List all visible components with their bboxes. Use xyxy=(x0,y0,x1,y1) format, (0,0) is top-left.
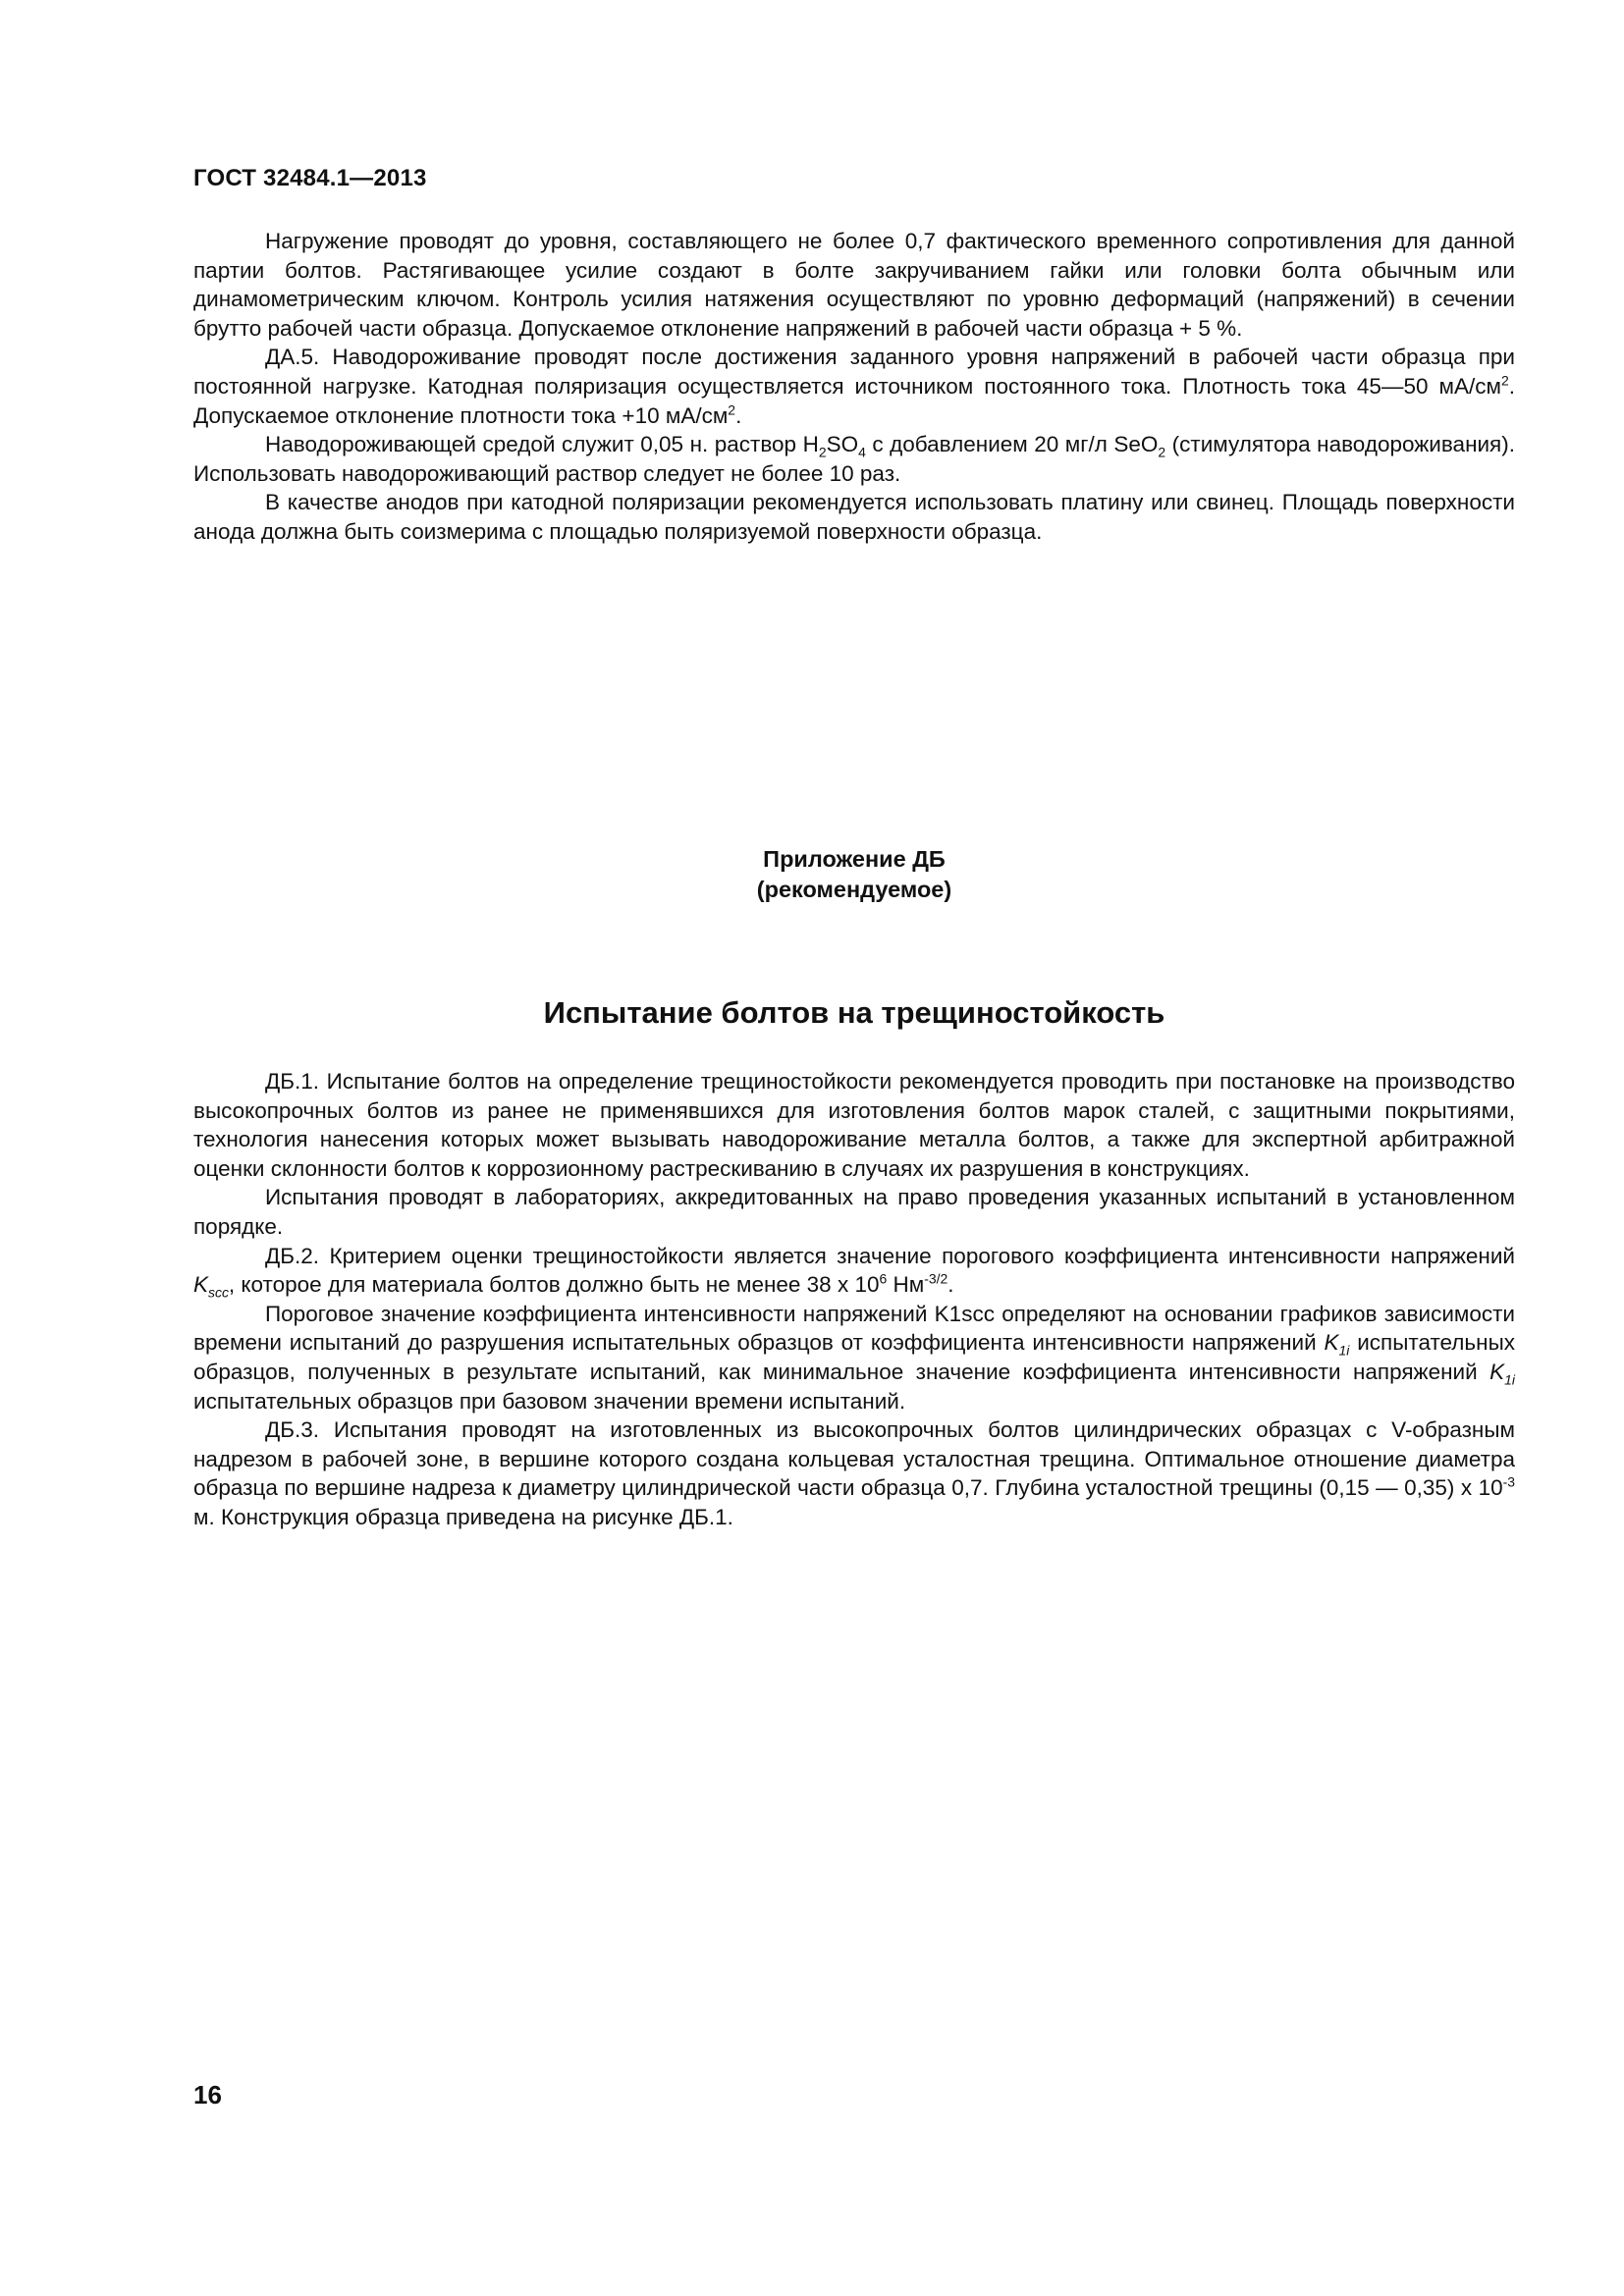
medium-c: с добавлением 20 мг/л SeO xyxy=(865,432,1159,457)
db2-c: Нм xyxy=(887,1272,925,1298)
paragraph-db3 xyxy=(193,1415,1515,1531)
appendix-heading xyxy=(193,844,1515,905)
db2-sup-1: 6 xyxy=(879,1270,888,1287)
db2-d: . xyxy=(947,1272,954,1298)
db2-b: , которое для материала болтов должно быть не менее 38 x 10 xyxy=(228,1272,880,1298)
paragraph-medium xyxy=(193,430,1515,488)
paragraph-da5 xyxy=(193,343,1515,430)
threshold-k1: K xyxy=(1324,1330,1339,1356)
threshold-k1-sub-text: 1i xyxy=(1338,1342,1350,1359)
appendix-label: Приложение ДБ xyxy=(763,846,946,872)
db2-sup-2: -3/2 xyxy=(924,1270,948,1287)
threshold-k2-sub xyxy=(1504,1371,1515,1387)
db3-sup: -3 xyxy=(1502,1473,1515,1490)
da5-sup-2: 2 xyxy=(728,401,736,418)
threshold-b: испытательных образцов, полученных в результате испытаний, как минимальное значение коэффициента интенсивности напряжений xyxy=(193,1330,1515,1384)
document-header: ГОСТ 32484.1—2013 xyxy=(193,165,427,191)
threshold-c: испытательных образцов при базовом значении времени испытаний. xyxy=(193,1388,906,1414)
appendix-title: Испытание болтов на трещиностойкость xyxy=(543,995,1165,1030)
paragraph-loading: Нагружение проводят до уровня, составляющего не более 0,7 фактического временного сопротивления для данной партии болтов. Растягивающее усилие создают в болте закручиванием гайки или головки болта обычным или динамометрическим ключом. Контроль усилия натяжения осуществляют по уровню деформаций (напряжений) в сечении брутто рабочей части образца. Допускаемое отклонение напряжений в рабочей части образца + 5 %. xyxy=(193,229,1515,341)
paragraph-labs: Испытания проводят в лабораториях, аккредитованных на право проведения указанных испытаний в установленном порядке. xyxy=(193,1185,1515,1239)
threshold-k2-sub-text: 1i xyxy=(1504,1371,1515,1388)
threshold-k2: K xyxy=(1489,1359,1505,1384)
db2-a: ДБ.2. Критерием оценки трещиностойкости является значение порогового коэффициента интенсивности напряжений xyxy=(265,1243,1515,1268)
db2-ksub-text: scc xyxy=(208,1284,229,1301)
da5-sup-1: 2 xyxy=(1500,372,1509,389)
da5-end: . xyxy=(735,402,742,428)
medium-d: (стимулятора наводороживания). Использовать наводороживающий раствор следует не более 10 раз. xyxy=(193,432,1515,486)
db3-b: м. Конструкция образца приведена на рисунке ДБ.1. xyxy=(193,1504,733,1529)
medium-a: Наводороживающей средой служит 0,05 н. раствор H xyxy=(265,432,819,457)
paragraph-db2 xyxy=(193,1242,1515,1300)
da5-mid: . Допускаемое отклонение плотности тока +10 мА/см xyxy=(193,373,1515,428)
paragraph-threshold xyxy=(193,1300,1515,1415)
page-number: 16 xyxy=(193,2080,222,2109)
section-db xyxy=(193,1067,1515,1532)
db2-ksub xyxy=(208,1285,229,1301)
paragraph-anodes: В качестве анодов при катодной поляризации рекомендуется использовать платину или свинец. Площадь поверхности анода должна быть соизмерима с площадью поляризуемой поверхности образца. xyxy=(193,490,1515,544)
medium-sub-2: 4 xyxy=(858,444,866,460)
appendix-status: (рекомендуемое) xyxy=(756,877,952,902)
da5-text: ДА.5. Наводороживание проводят после достижения заданного уровня напряжений в рабочей части образца при постоянной нагрузке. Катодная поляризация осуществляется источником постоянного тока. Плотность тока 45—50 мА/см xyxy=(193,345,1515,399)
medium-sub-1: 2 xyxy=(818,444,827,460)
section-da-continued xyxy=(193,227,1515,547)
threshold-k1-sub xyxy=(1339,1343,1350,1359)
db2-k: K xyxy=(193,1272,209,1298)
threshold-a: Пороговое значение коэффициента интенсивности напряжений K1scc определяют на основании графиков зависимости времени испытаний до разрушения испытательных образцов от коэффициента интенсивности напряжений xyxy=(193,1301,1515,1356)
medium-sub-3: 2 xyxy=(1158,444,1166,460)
paragraph-db1: ДБ.1. Испытание болтов на определение трещиностойкости рекомендуется проводить при постановке на производство высокопрочных болтов из ранее не применявшихся для изготовления болтов марок сталей, с защитными покрытиями, технология нанесения которых может вызывать наводороживание металла болтов, а также для экспертной арбитражной оценки склонности болтов к коррозионному растрескиванию в случаях их разрушения в конструкциях. xyxy=(193,1069,1515,1181)
db3-a: ДБ.3. Испытания проводят на изготовленных из высокопрочных болтов цилиндрических образцах с V-образным надрезом в рабочей зоне, в вершине которого создана кольцевая усталостная трещина. Оптимальное отношение диаметра образца по вершине надреза к диаметру цилиндрической части образца 0,7. Глубина усталостной трещины (0,15 — 0,35) x 10 xyxy=(193,1417,1515,1501)
medium-b: SO xyxy=(826,432,859,457)
